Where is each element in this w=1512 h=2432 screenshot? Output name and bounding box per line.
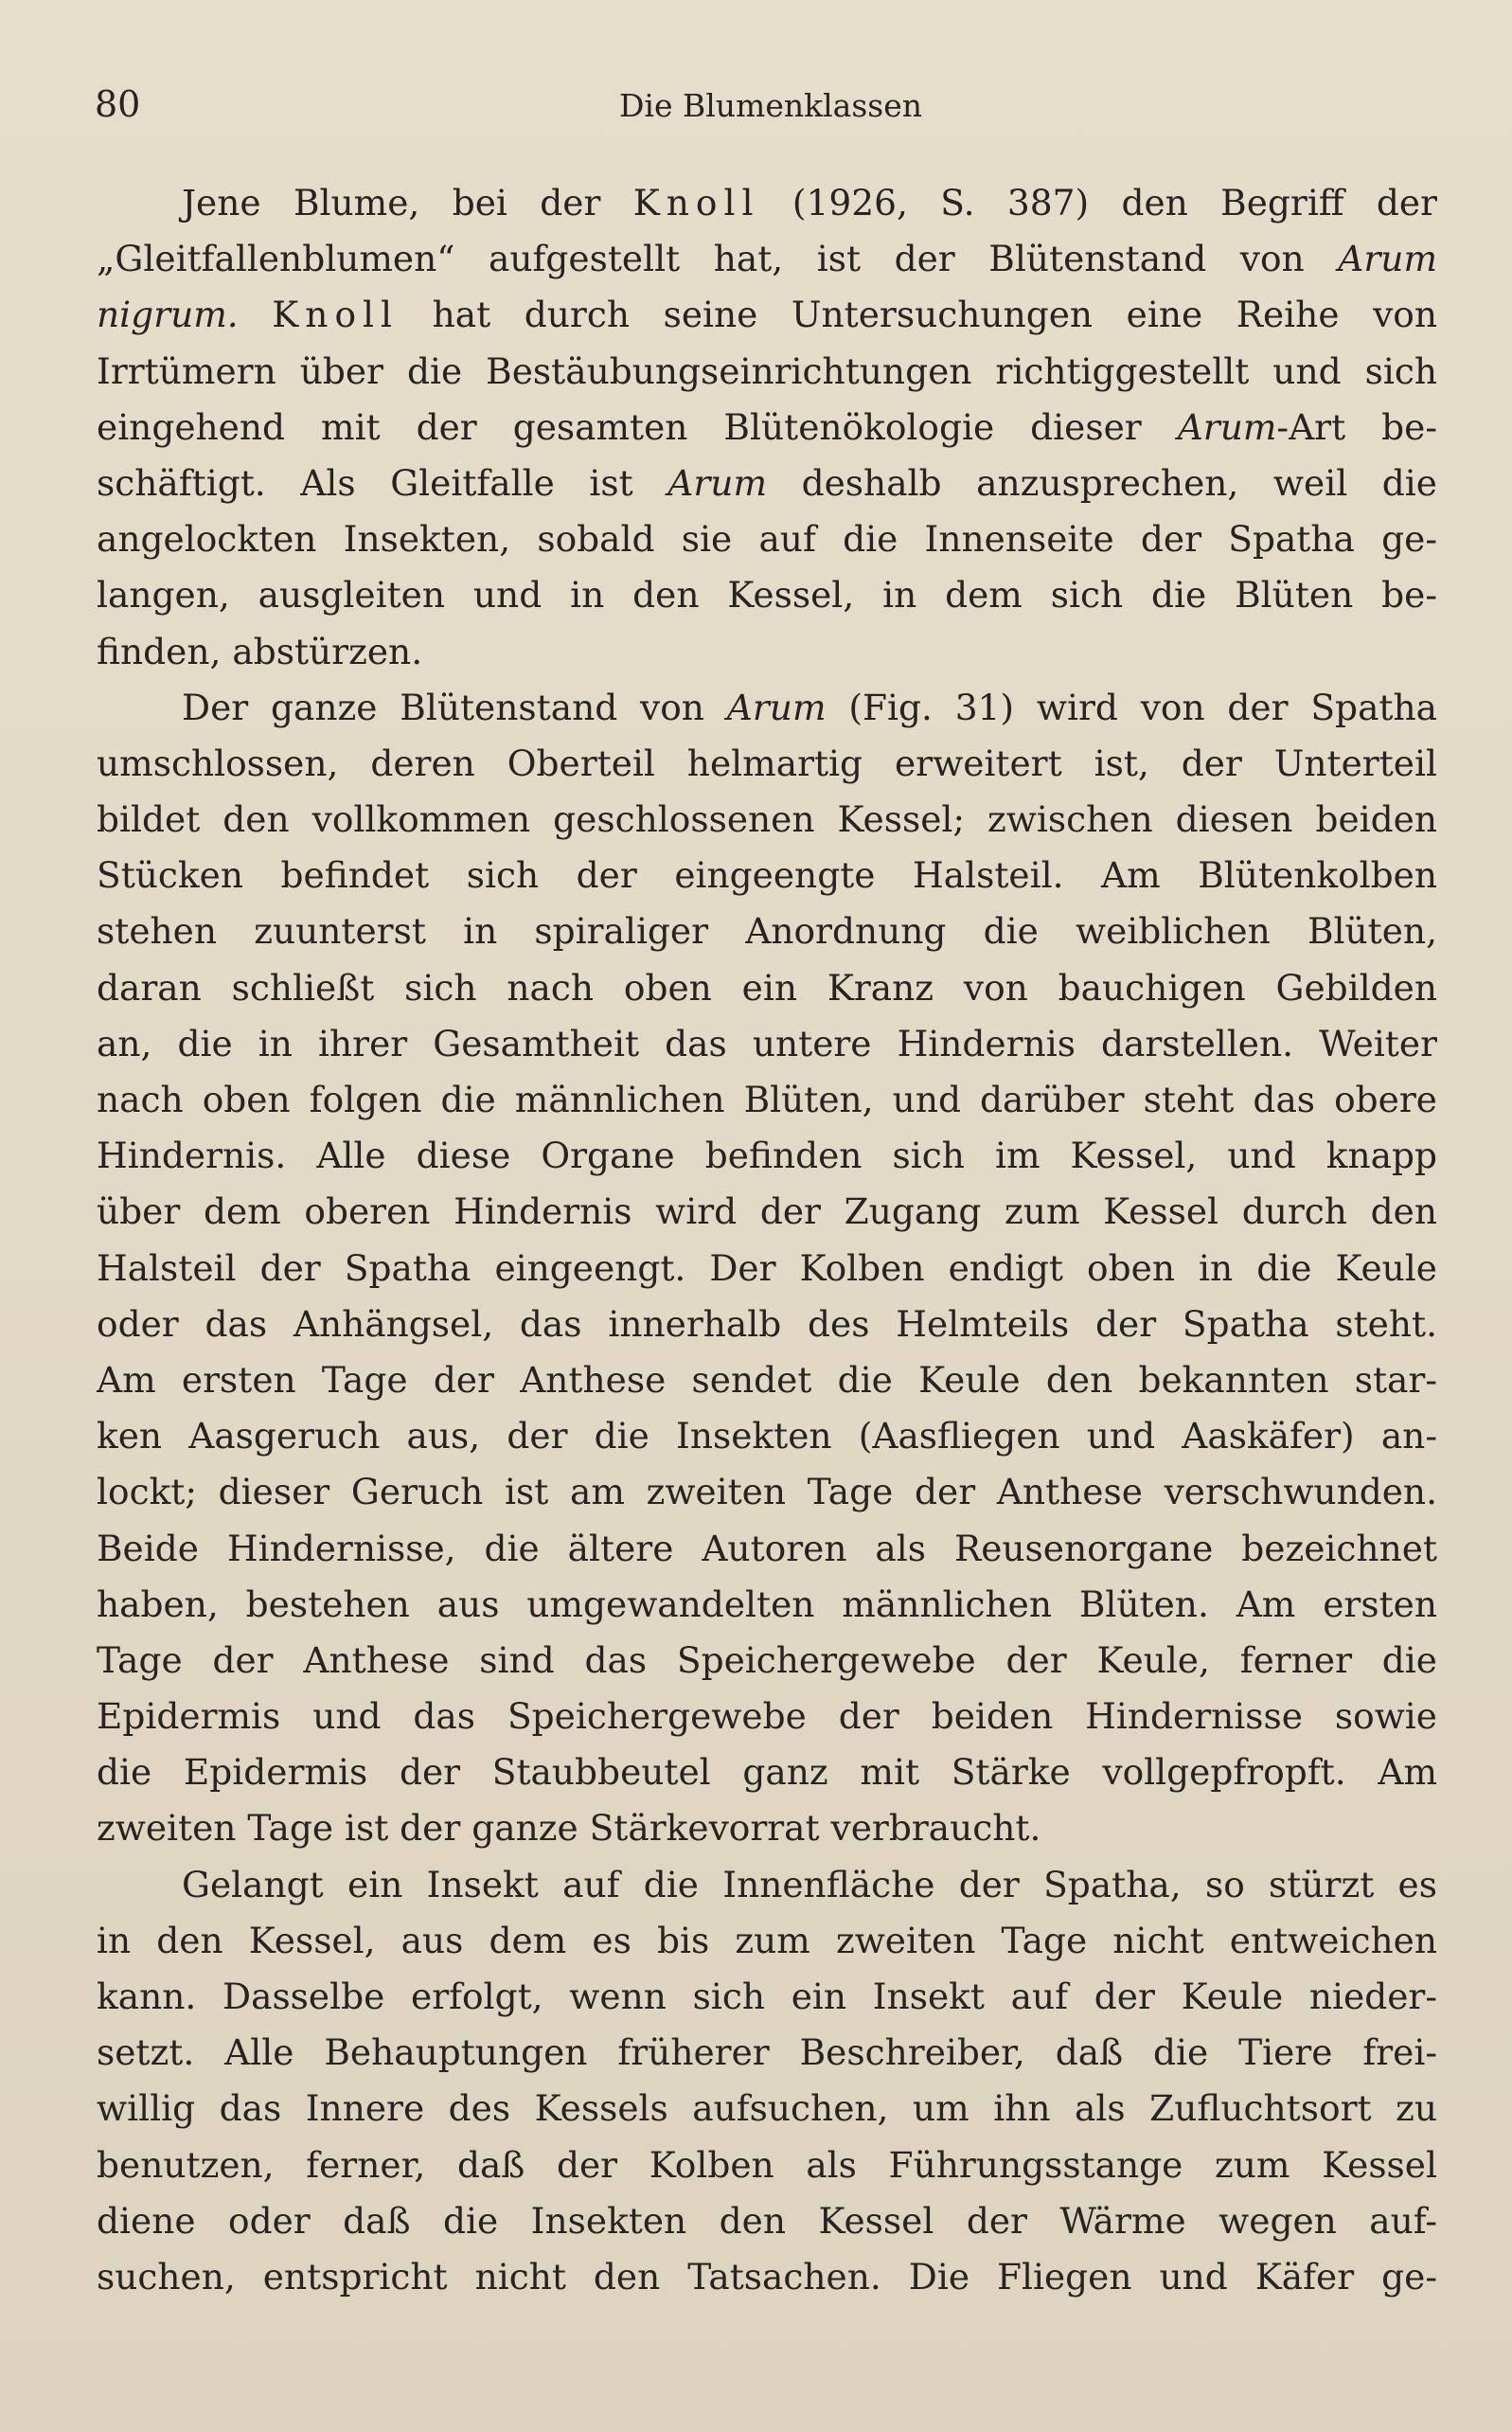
text-line: nach oben folgen die männlichen Blüten, und darüber steht das obere xyxy=(97,1079,1437,1120)
text-line: über dem oberen Hindernis wird der Zugang zum Kessel durch den xyxy=(97,1190,1437,1233)
text-line: zweiten Tage ist der ganze Stärkevorrat verbraucht. xyxy=(97,1807,1041,1850)
text-line: Stücken befindet sich der eingeengte Halsteil. Am Blütenkolben xyxy=(97,854,1437,897)
text-line: Beide Hindernisse, die ältere Autoren als Reusenorgane bezeichnet xyxy=(97,1527,1437,1569)
text-line: stehen zuunterst in spiraliger Anordnung die weiblichen Blüten, xyxy=(97,910,1437,953)
text-line: Tage der Anthese sind das Speichergewebe der Keule, ferner die xyxy=(97,1638,1437,1681)
page-number: 80 xyxy=(95,83,141,125)
text-line: ken Aasgeruch aus, der die Insekten (Aasfliegen und Aaskäfer) an- xyxy=(97,1415,1437,1457)
author-name: Knoll xyxy=(632,182,760,224)
text-line: haben, bestehen aus umgewandelten männlichen Blüten. Am ersten xyxy=(97,1583,1437,1625)
text-line: oder das Anhängsel, das innerhalb des Helmteils der Spatha steht. xyxy=(97,1302,1437,1345)
taxon-name: Arum xyxy=(1338,238,1437,280)
text-line: Halsteil der Spatha eingeengt. Der Kolben endigt oben in die Keule xyxy=(97,1246,1437,1289)
paragraph-2 xyxy=(97,680,1437,1857)
text-line: Gelangt ein Insekt auf die Innenfläche der Spatha, so stürzt es xyxy=(182,1863,1437,1905)
body-text xyxy=(97,175,1437,2305)
text-line: benutzen, ferner, daß der Kolben als Führungsstange zum Kessel xyxy=(97,2143,1437,2186)
text-line: Hindernis. Alle diese Organe befinden sich im Kessel, und knapp xyxy=(97,1135,1437,1177)
text-line: umschlossen, deren Oberteil helmartig erweitert ist, der Unterteil xyxy=(97,742,1437,784)
taxon-name: Arum xyxy=(726,686,827,728)
taxon-name: nigrum. xyxy=(97,294,239,336)
text-line: Epidermis und das Speichergewebe der beiden Hindernisse sowie xyxy=(97,1695,1437,1738)
text-line: diene oder daß die Insekten den Kessel der Wärme wegen auf- xyxy=(97,2199,1437,2242)
text-line: willig das Innere des Kessels aufsuchen, um ihn als Zufluchtsort zu xyxy=(97,2087,1437,2130)
text-line: finden, abstürzen. xyxy=(97,630,423,672)
text-line: schäftigt. Als Gleitfalle ist Arum deshalb anzusprechen, weil die xyxy=(97,461,1437,504)
text-line: angelockten Insekten, sobald sie auf die Innenseite der Spatha ge- xyxy=(97,518,1437,561)
text-line: Der ganze Blütenstand von Arum (Fig. 31) wird von der Spatha xyxy=(182,686,1437,728)
text-line: die Epidermis der Staubbeutel ganz mit Stärke vollgepfropft. Am xyxy=(97,1751,1437,1794)
text-line: langen, ausgleiten und in den Kessel, in dem sich die Blüten be- xyxy=(97,574,1437,617)
text-line: bildet den vollkommen geschlossenen Kessel; zwischen diesen beiden xyxy=(97,798,1437,841)
author-name: Knoll xyxy=(272,294,400,336)
taxon-name: Arum xyxy=(1177,405,1277,448)
text-line: lockt; dieser Geruch ist am zweiten Tage der Anthese verschwunden. xyxy=(97,1471,1437,1513)
text-line: daran schließt sich nach oben ein Kranz von bauchigen Gebilden xyxy=(97,966,1437,1009)
paragraph-3 xyxy=(97,1857,1437,2306)
running-head: Die Blumenklassen xyxy=(618,87,923,124)
text-line: nigrum. Knoll hat durch seine Untersuchungen eine Reihe von xyxy=(97,294,1437,336)
page-header xyxy=(95,83,1437,140)
text-line: eingehend mit der gesamten Blütenökologie dieser Arum-Art be- xyxy=(97,405,1437,448)
paragraph-1 xyxy=(97,175,1437,680)
text-line: Jene Blume, bei der Knoll (1926, S. 387) den Begriff der xyxy=(182,182,1437,224)
text-line: Irrtümern über die Bestäubungseinrichtungen richtiggestellt und sich xyxy=(97,349,1437,392)
text-line: kann. Dasselbe erfolgt, wenn sich ein Insekt auf der Keule nieder- xyxy=(97,1976,1437,2017)
text-line: Am ersten Tage der Anthese sendet die Keule den bekannten star- xyxy=(97,1358,1437,1401)
text-line: in den Kessel, aus dem es bis zum zweiten Tage nicht entweichen xyxy=(97,1919,1437,1961)
text-line: suchen, entspricht nicht den Tatsachen. Die Fliegen und Käfer ge- xyxy=(97,2255,1437,2298)
taxon-name: Arum xyxy=(667,461,768,504)
text-line: an, die in ihrer Gesamtheit das untere Hindernis darstellen. Weiter xyxy=(97,1022,1437,1064)
text-line: „Gleitfallenblumen“ aufgestellt hat, ist der Blütenstand von Arum xyxy=(97,238,1437,280)
text-line: setzt. Alle Behauptungen früherer Beschreiber, daß die Tiere frei- xyxy=(97,2031,1437,2074)
